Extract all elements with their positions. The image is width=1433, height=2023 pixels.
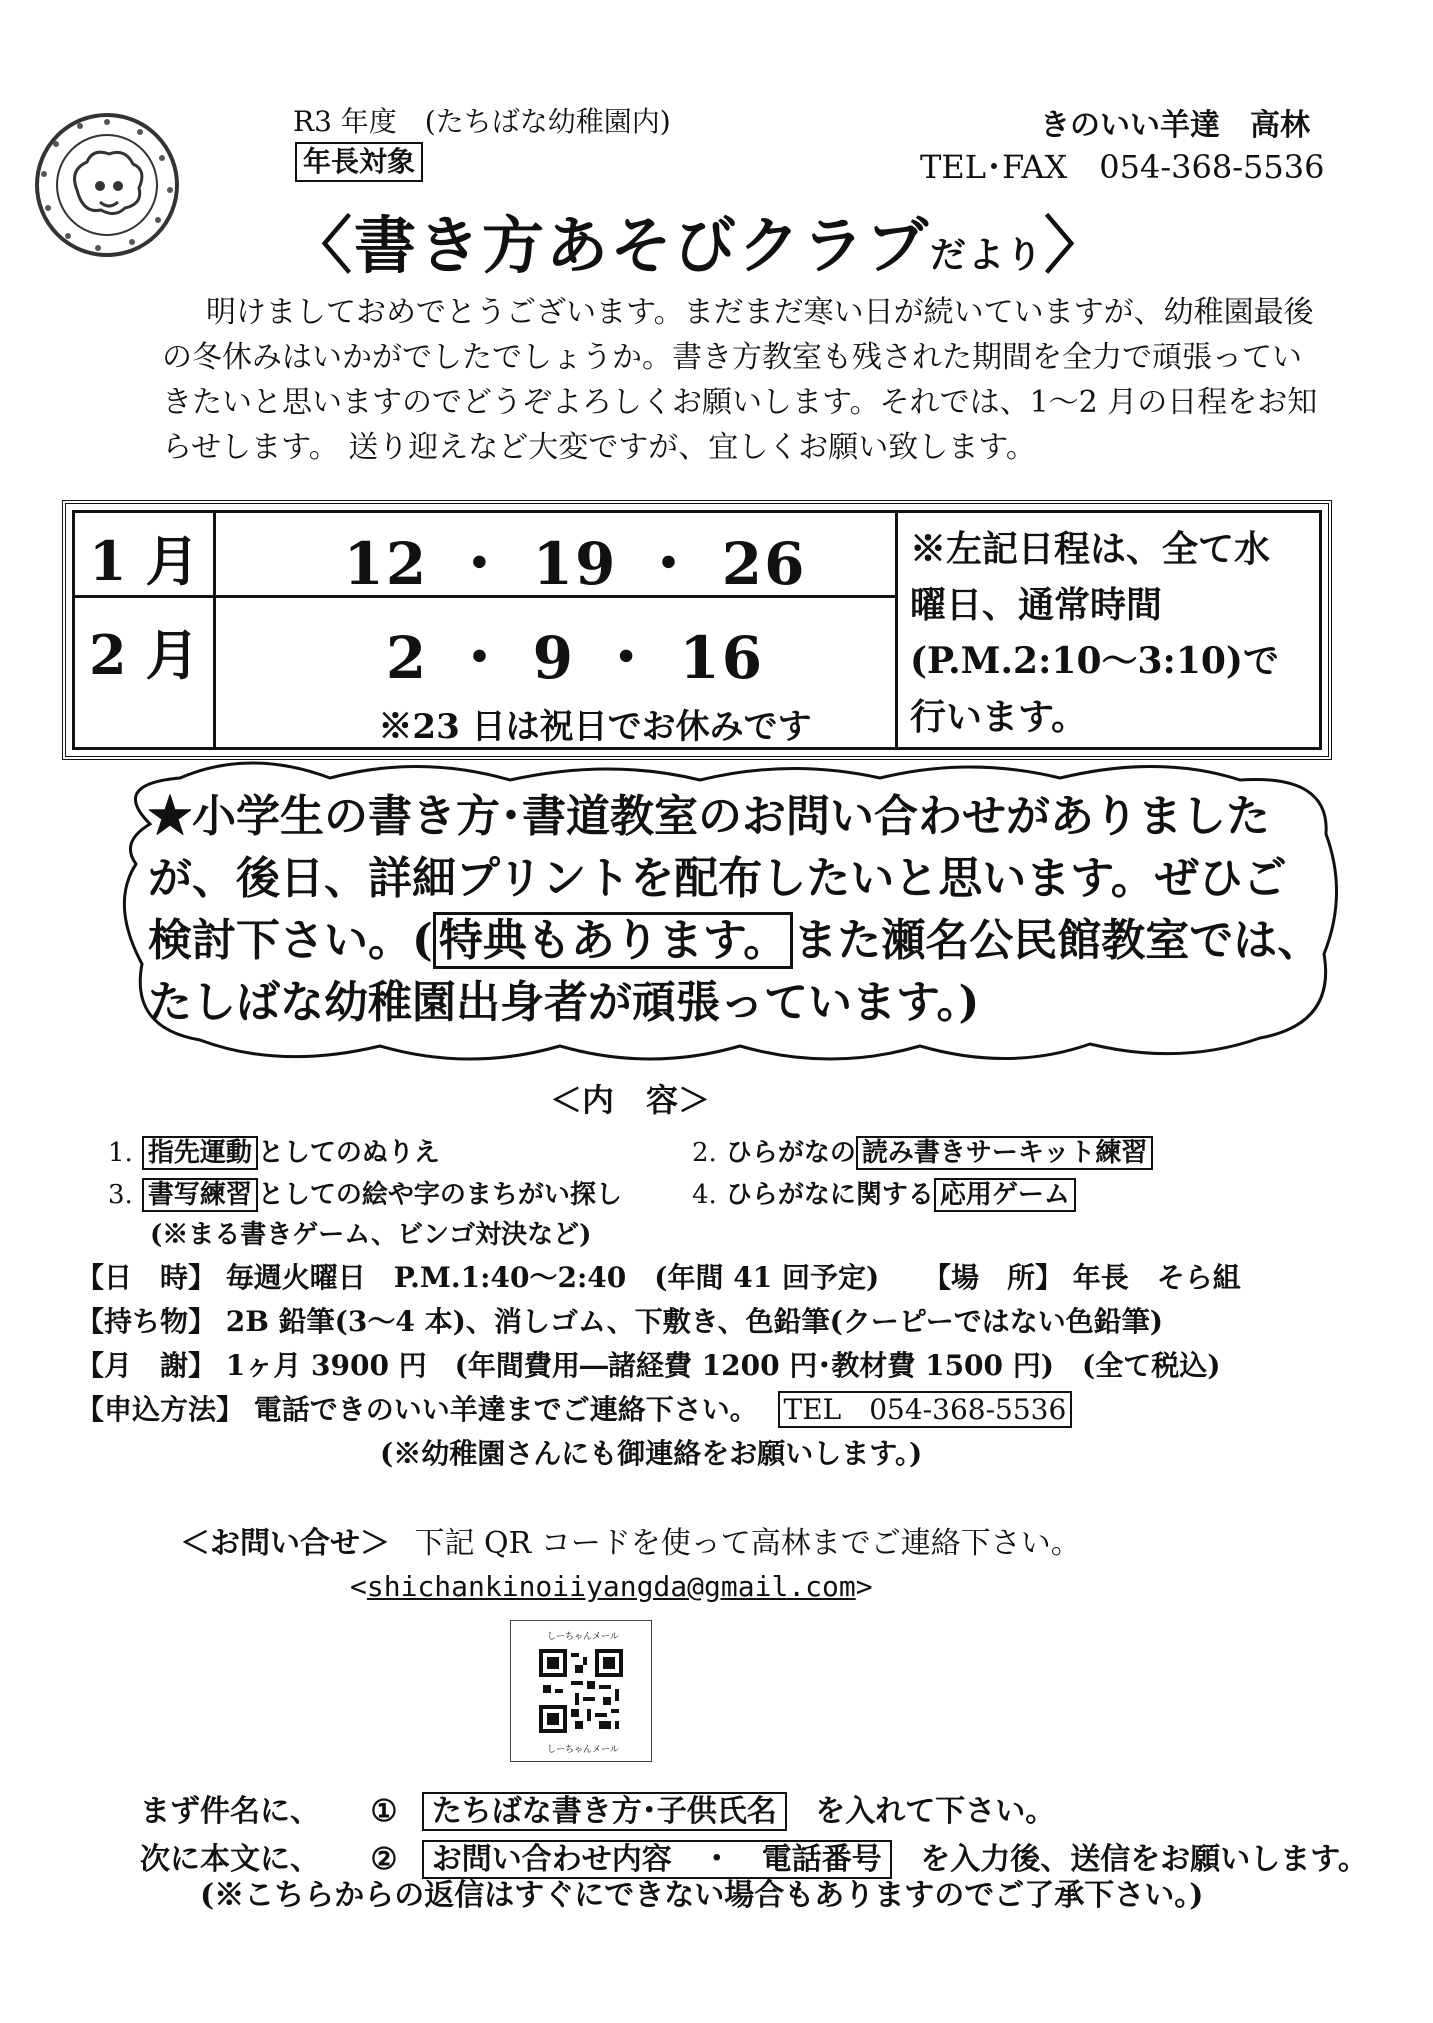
content-item-2 — [692, 1132, 1153, 1169]
notice-highlight: 特典もあります。 — [433, 912, 793, 969]
title-small: だより — [930, 234, 1045, 276]
datetime-value: 毎週火曜日 P.M.1:40～2:40 (年間 41 回予定) — [225, 1261, 880, 1294]
step-lead: まず件名に、 — [140, 1794, 320, 1829]
step-1 — [140, 1786, 1055, 1830]
apply-tel: TEL 054-368-5536 — [778, 1391, 1073, 1428]
apply-value: 電話できのいい羊達までご連絡下さい。 — [253, 1393, 758, 1426]
items-value: 2B 鉛筆(3～4 本)、消しゴム、下敷き、色鉛筆(クーピーではない色鉛筆) — [225, 1305, 1163, 1338]
item-text: ひらがなに関する — [725, 1180, 934, 1210]
schedule-dates: 2 ・ 9 ・ 16 — [385, 624, 765, 692]
fee-value: 1ヶ月 3900 円 (年間費用―諸経費 1200 円･教材費 1500 円) (全て税込) — [225, 1349, 1221, 1382]
datetime-row — [76, 1256, 1241, 1296]
email-bracket-close: > — [855, 1570, 873, 1603]
email-bracket-open: < — [350, 1570, 367, 1603]
step-boxed: お問い合わせ内容 ・ 電話番号 — [422, 1840, 892, 1879]
inquiry-text: 下記 QR コードを使って高林までご連絡下さい。 — [414, 1526, 1081, 1561]
qr-code-icon — [539, 1649, 623, 1733]
qr-caption: しーちゃんメール — [547, 1632, 619, 1642]
item-boxed: 書写練習 — [142, 1178, 258, 1212]
step-boxed: たちばな書き方･子供氏名 — [422, 1792, 787, 1831]
tel-fax: TEL･FAX 054-368-5536 — [920, 148, 1325, 186]
schedule-dates: 12 ・ 19 ・ 26 — [343, 530, 807, 598]
inquiry-row — [180, 1518, 1081, 1562]
contents-sub-note: (※まる書きゲーム、ビンゴ対決など) — [150, 1220, 592, 1250]
place-value: 年長 そら組 — [1072, 1261, 1241, 1294]
schedule-month: 2 月 — [89, 623, 200, 687]
step-lead: 次に本文に、 — [140, 1842, 320, 1877]
content-item-1 — [108, 1132, 440, 1169]
item-boxed: 読み書きサーキット練習 — [856, 1136, 1153, 1170]
item-boxed: 応用ゲーム — [934, 1178, 1076, 1212]
email-line — [350, 1570, 873, 1603]
intro-text: 明けましておめでとうございます。まだまだ寒い日が続いていますが、幼稚園最後の冬休みはいかがでしたでしょうか。書き方教室も残された期間を全力で頑張っていきたいと思いますのでどうぞよろしくお願いします。それでは、1～2 月の日程をお知らせします。 送り迎えなど大変ですが、宜しくお願い致します。 — [162, 295, 1318, 465]
notice-part1: ★小学生の書き方･書道教室のお問い合わせがありましたが、後日、詳細プリントを配布したいと思います。ぜひご検討下さい。( — [148, 791, 1287, 966]
target-badge: 年長対象 — [295, 142, 423, 182]
schedule-month: 1 月 — [89, 529, 200, 593]
inquiry-label: ＜お問い合せ＞ — [180, 1526, 390, 1561]
qr-caption-bottom: しーちゃんメール — [547, 1745, 619, 1755]
content-item-4 — [692, 1174, 1076, 1211]
item-text: ひらがなの — [725, 1138, 856, 1168]
qr-code-frame[interactable] — [510, 1620, 652, 1762]
organization-name: きのいい羊達 高林 — [1040, 108, 1310, 143]
items-row — [76, 1300, 1163, 1340]
step-number: ② — [370, 1842, 398, 1877]
item-number: 4. — [692, 1180, 717, 1210]
schedule-table — [62, 500, 1332, 760]
notice-part2: また瀬名公民館教室では、たしばな幼稚園出身者が頑張っています。) — [148, 915, 1322, 1028]
item-number: 1. — [108, 1138, 133, 1168]
year-label: R3 年度 (たちばな幼稚園内) — [293, 105, 671, 138]
intro-paragraph — [162, 290, 1322, 470]
fee-label: 【月 謝】 — [76, 1349, 217, 1382]
item-text: としての絵や字のまちがい探し — [257, 1180, 622, 1210]
sheep-stamp-icon — [32, 110, 182, 260]
email-link[interactable]: shichankinoiiyangda@gmail.com — [366, 1570, 856, 1603]
fee-row — [76, 1344, 1221, 1384]
item-boxed: 指先運動 — [142, 1136, 258, 1170]
notice-text — [148, 786, 1328, 1034]
schedule-time-note: ※左記日程は、全て水曜日、通常時間(P.M.2:10～3:10)で行います。 — [910, 528, 1279, 738]
item-number: 2. — [692, 1138, 717, 1168]
apply-note: (※幼稚園さんにも御連絡をお願いします。) — [380, 1437, 923, 1470]
item-text: としてのぬりえ — [257, 1138, 440, 1168]
datetime-label: 【日 時】 — [76, 1261, 217, 1294]
holiday-note: ※23 日は祝日でお休みです — [378, 707, 812, 747]
step-number: ① — [370, 1794, 398, 1829]
item-number: 3. — [108, 1180, 133, 1210]
apply-label: 【申込方法】 — [76, 1393, 245, 1426]
step-tail: を入力後、送信をお願いします。 — [920, 1842, 1368, 1877]
content-item-3 — [108, 1174, 622, 1211]
title-close: 〉 — [1044, 209, 1109, 282]
contents-heading: ＜内 容＞ — [550, 1081, 711, 1119]
place-label: 【場 所】 — [922, 1261, 1063, 1294]
items-label: 【持ち物】 — [76, 1305, 217, 1338]
title-main: 〈書き方あそびクラブ — [290, 209, 931, 282]
page-title — [290, 196, 1108, 285]
apply-row — [76, 1388, 1072, 1428]
closing-note: (※こちらからの返信はすぐにできない場合もありますのでご了承下さい。) — [200, 1878, 1204, 1913]
step-tail: を入れて下さい。 — [815, 1794, 1056, 1829]
